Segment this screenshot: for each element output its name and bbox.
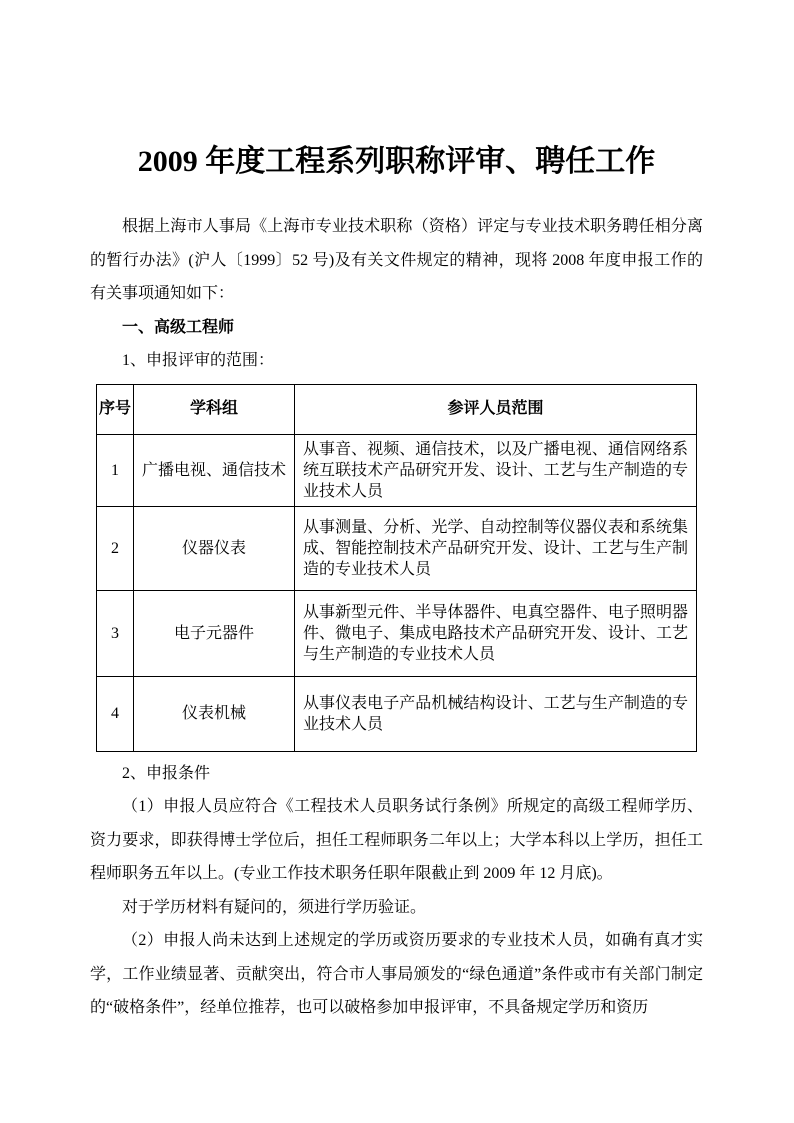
table-row (97, 590, 697, 676)
row-1-scope: 从事音、视频、通信技术，以及广播电视、通信网络系统互联技术产品研究开发、设计、工艺与生产制造的专业技术人员 (295, 434, 697, 506)
row-2-scope: 从事测量、分析、光学、自动控制等仪器仪表和系统集成、智能控制技术产品研究开发、设计、工艺与生产制造的专业技术人员 (295, 506, 697, 590)
row-4-scope: 从事仪表电子产品机械结构设计、工艺与生产制造的专业技术人员 (295, 676, 697, 751)
document-title: 2009 年度工程系列职称评审、聘任工作 (137, 145, 656, 178)
table-row (97, 676, 697, 751)
section-1-item-1-label: 1、申报评审的范围： (122, 352, 275, 369)
table-header-no: 序号 (97, 384, 134, 434)
review-scope-table (96, 384, 697, 752)
table-row (97, 506, 697, 590)
row-4-group: 仪表机械 (134, 676, 295, 751)
table-header-scope: 参评人员范围 (295, 384, 697, 434)
row-1-no: 1 (97, 434, 134, 506)
condition-paragraph-3: （2）申报人尚未达到上述规定的学历或资历要求的专业技术人员，如确有真才实学，工作业绩显著、贡献突出，符合市人事局颁发的“绿色通道”条件或市有关部门制定的“破格条件”，经单位推荐，也可以破格参加申报评审，不具备规定学历和资历 (90, 932, 703, 1016)
row-4-no: 4 (97, 676, 134, 751)
row-3-no: 3 (97, 590, 134, 676)
section-1-heading: 一、高级工程师 (122, 318, 235, 336)
row-2-no: 2 (97, 506, 134, 590)
table-header-row (97, 384, 697, 434)
row-3-scope: 从事新型元件、半导体器件、电真空器件、电子照明器件、微电子、集成电路技术产品研究开发、设计、工艺与生产制造的专业技术人员 (295, 590, 697, 676)
row-2-group: 仪器仪表 (134, 506, 295, 590)
row-3-group: 电子元器件 (134, 590, 295, 676)
section-1-item-2-label: 2、申报条件 (122, 764, 211, 782)
row-1-group: 广播电视、通信技术 (134, 434, 295, 506)
condition-paragraph-2: 对于学历材料有疑问的，须进行学历验证。 (122, 898, 427, 916)
condition-paragraph-1: （1）申报人员应符合《工程技术人员职务试行条例》所规定的高级工程师学历、资力要求，即获得博士学位后，担任工程师职务二年以上；大学本科以上学历，担任工程师职务五年以上。(专业工作技术职务任职年限截止到 2009 年 12 月底)。 (90, 798, 703, 882)
table-row (97, 434, 697, 506)
intro-paragraph: 根据上海市人事局《上海市专业技术职称（资格）评定与专业技术职务聘任相分离的暂行办法》(沪人〔1999〕52 号)及有关文件规定的精神，现将 2008 年度申报工作的有关事项通知如下： (90, 218, 703, 302)
table-header-group: 学科组 (134, 384, 295, 434)
